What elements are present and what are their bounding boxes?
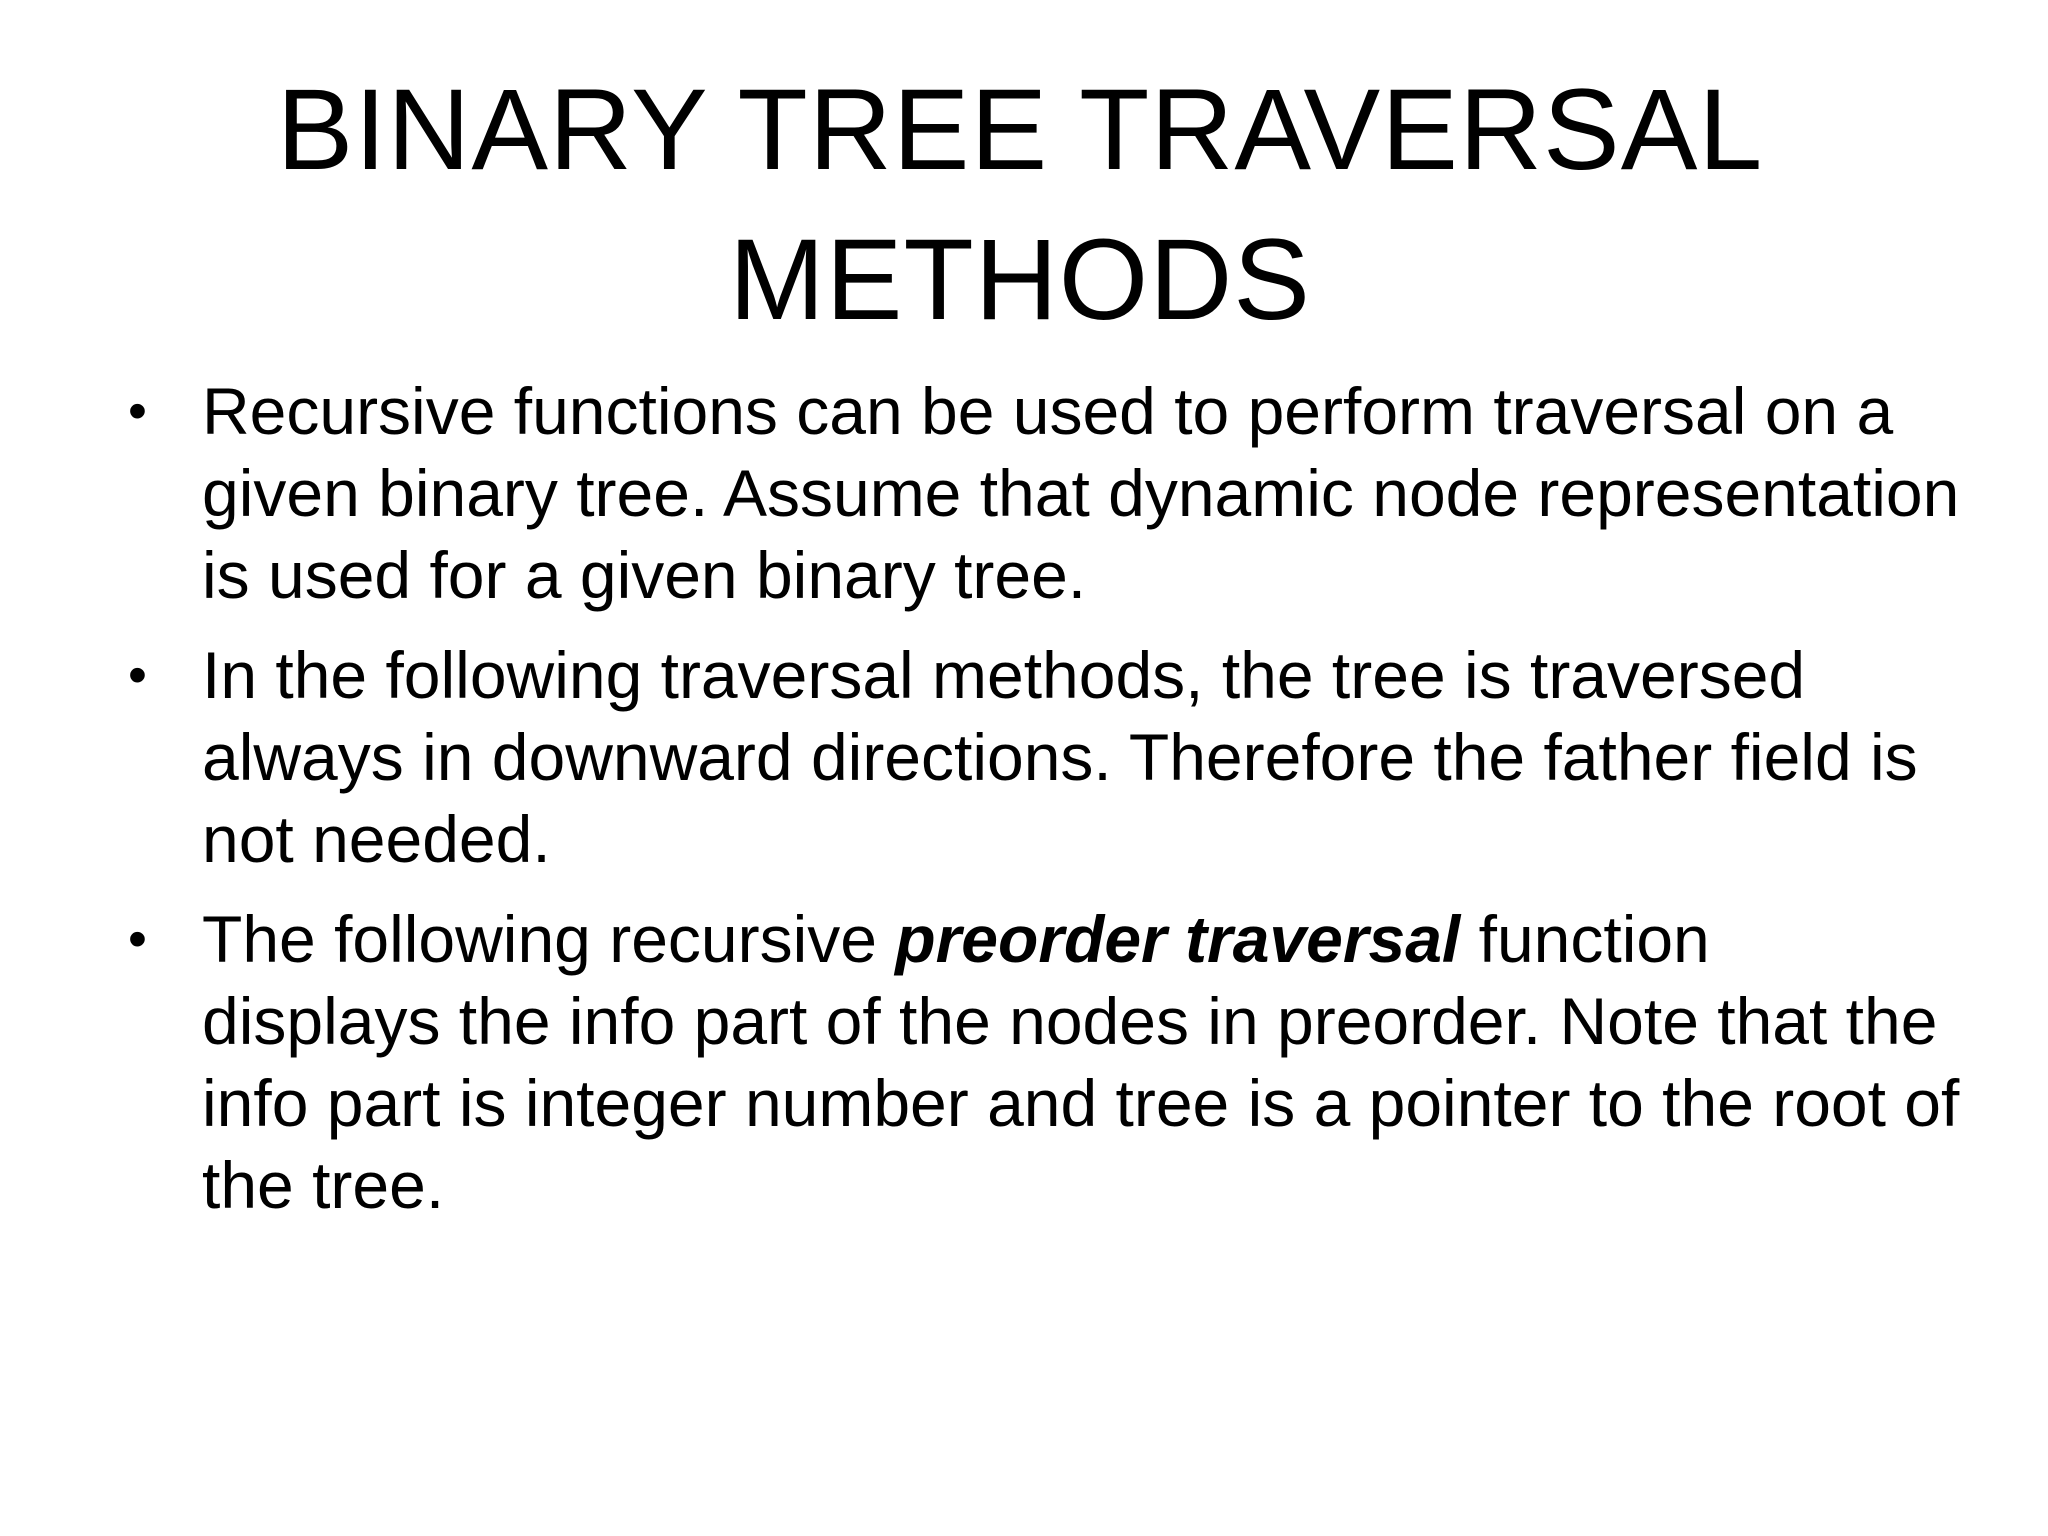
bullet-icon: • <box>128 645 147 705</box>
bullet-item-3 <box>120 898 1960 1226</box>
title-line-1: BINARY TREE TRAVERSAL <box>276 66 1764 194</box>
emphasized-term: preorder traversal <box>895 902 1461 976</box>
bullet-icon: • <box>128 381 147 441</box>
bullet-item-2 <box>120 634 1960 880</box>
bullet-item-1 <box>120 370 1960 616</box>
bullet-text-2: In the following traversal methods, the tree is traversed always in downward directions. Therefore the father field is not needed. <box>202 638 1918 876</box>
bullet-text-1: Recursive functions can be used to perform traversal on a given binary tree. Assume that dynamic node representation is used for a given binary tree. <box>202 374 1960 612</box>
bullet-icon: • <box>128 909 147 969</box>
bullet-text-3-start: The following recursive <box>202 902 896 976</box>
slide-title <box>180 55 1860 355</box>
bullet-text-3-end: function displays the info part of the nodes in preorder. Note that the info part is integer number and tree is a pointer to the root of the tree. <box>202 902 1960 1222</box>
title-line-2: METHODS <box>729 216 1311 344</box>
bullet-list <box>120 370 1960 1244</box>
